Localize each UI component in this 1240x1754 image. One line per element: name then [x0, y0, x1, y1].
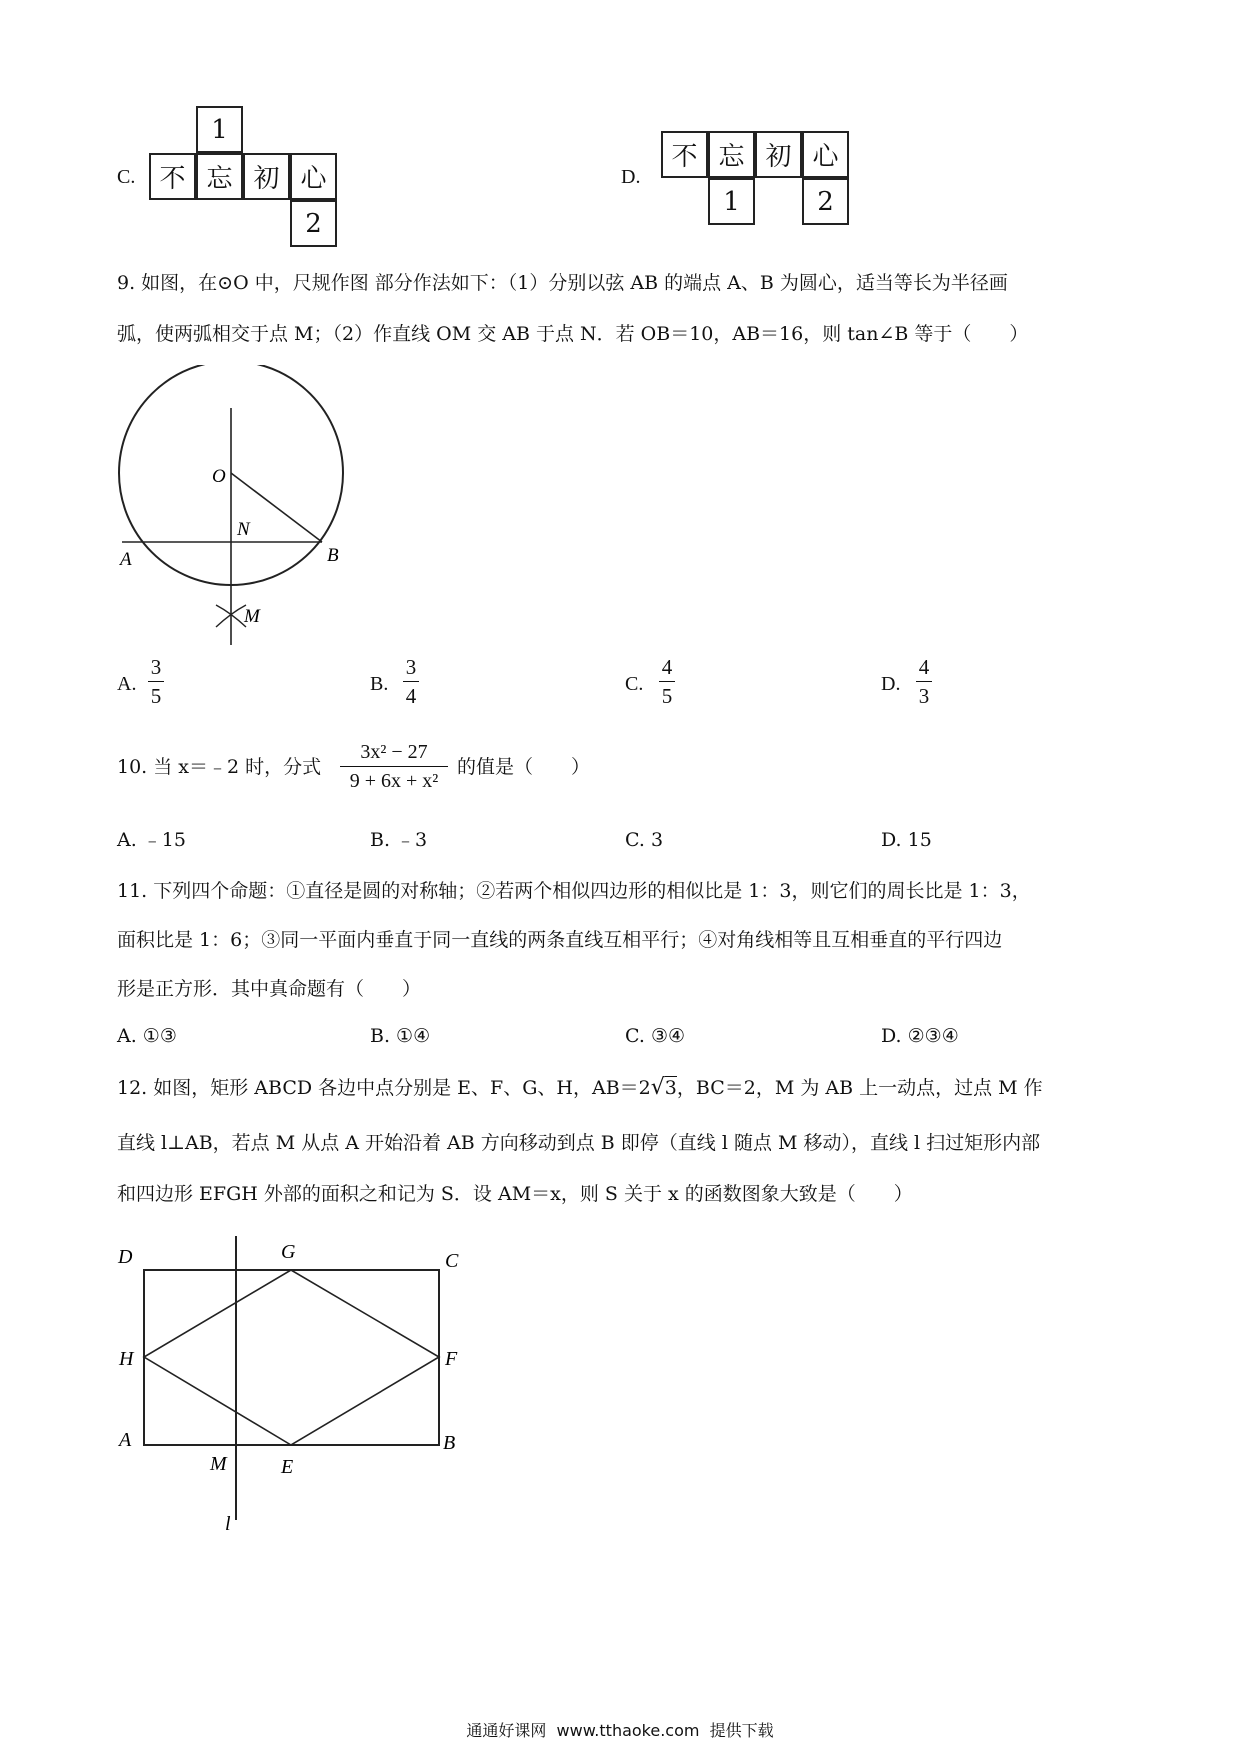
net-cell: 心	[290, 153, 337, 200]
net-cell: 1	[708, 178, 755, 225]
fraction	[916, 655, 932, 708]
q10-option-d[interactable]: D. 15	[881, 829, 932, 851]
fraction-bar	[659, 681, 675, 682]
q9-circle-figure	[100, 365, 360, 655]
fraction-bar	[916, 681, 932, 682]
label-d: D	[118, 1246, 133, 1268]
rectangle-abcd	[144, 1270, 439, 1445]
label-n: N	[237, 519, 250, 540]
q11-option-a[interactable]: A. ①③	[117, 1025, 177, 1047]
net-cell: 1	[196, 106, 243, 153]
q12-rectangle-figure	[105, 1230, 485, 1540]
numerator: 4	[918, 655, 930, 679]
option-label: B.	[370, 673, 389, 695]
label-l: l	[225, 1513, 231, 1535]
denominator: 4	[405, 684, 417, 708]
sqrt-symbol: √	[650, 1075, 665, 1100]
denominator: 5	[661, 684, 673, 708]
fraction	[148, 655, 164, 708]
label-a: A	[120, 549, 132, 570]
label-m: M	[210, 1453, 227, 1475]
fraction-bar	[340, 766, 448, 767]
label-b: B	[327, 545, 339, 566]
option-label: D.	[881, 673, 901, 695]
numerator: 3	[405, 655, 417, 679]
label-g: G	[281, 1241, 296, 1263]
net-cell: 心	[802, 131, 849, 178]
q10-option-a[interactable]: A. ﹣15	[117, 829, 186, 851]
label-e: E	[281, 1456, 294, 1478]
label-o: O	[212, 466, 226, 487]
fraction	[403, 655, 419, 708]
q10-option-c[interactable]: C. 3	[625, 829, 664, 851]
option-label: A.	[117, 673, 137, 695]
q12-stem-line1	[117, 1076, 1043, 1100]
net-cell: 不	[149, 153, 196, 200]
net-cell: 不	[661, 131, 708, 178]
q12-stem-line1-b: ，BC＝2，M 为 AB 上一动点，过点 M 作	[676, 1077, 1043, 1099]
q12-stem-line2: 直线 l⊥AB，若点 M 从点 A 开始沿着 AB 方向移动到点 B 即停（直线 l 随点 M 移动），直线 l 扫过矩形内部	[117, 1132, 1041, 1154]
q12-stem-line3: 和四边形 EFGH 外部的面积之和记为 S．设 AM＝x，则 S 关于 x 的函数图象大致是（ ）	[117, 1183, 913, 1205]
denominator: 5	[150, 684, 162, 708]
q8-option-c-label: C.	[117, 166, 136, 188]
q10-stem-suffix: 的值是（ ）	[457, 756, 591, 778]
denominator: 3	[918, 684, 930, 708]
q10-option-b[interactable]: B. ﹣3	[370, 829, 428, 851]
numerator: 3x² − 27	[360, 741, 428, 763]
label-h: H	[119, 1348, 134, 1370]
q12-stem-line1-a: 12. 如图，矩形 ABCD 各边中点分别是 E、F、G、H，AB＝2	[117, 1077, 651, 1099]
label-b: B	[443, 1432, 456, 1454]
net-cell: 2	[290, 200, 337, 247]
denominator: 9 + 6x + x²	[349, 770, 439, 792]
net-cell: 忘	[708, 131, 755, 178]
q8-option-d-label: D.	[621, 166, 641, 188]
fraction-bar	[148, 681, 164, 682]
label-f: F	[445, 1348, 458, 1370]
q10-fraction	[340, 740, 448, 793]
q10-stem-prefix: 10. 当 x＝﹣2 时，分式	[117, 756, 322, 778]
fraction-bar	[403, 681, 419, 682]
q11-option-d[interactable]: D. ②③④	[881, 1025, 959, 1047]
label-a: A	[119, 1429, 132, 1451]
q11-stem-line1: 11. 下列四个命题：①直径是圆的对称轴；②若两个相似四边形的相似比是 1：3，则它们的周长比是 1：3，	[117, 880, 1031, 902]
net-cell: 2	[802, 178, 849, 225]
fraction	[659, 655, 675, 708]
q11-stem-line3: 形是正方形．其中真命题有（ ）	[117, 978, 422, 1000]
q9-stem-line2: 弧，使两弧相交于点 M；（2）作直线 OM 交 AB 于点 N．若 OB＝10，AB＝16，则 tan∠B 等于（ ）	[117, 323, 1029, 345]
sqrt-radicand: 3	[664, 1077, 677, 1099]
option-label: C.	[625, 673, 644, 695]
q11-option-c[interactable]: C. ③④	[625, 1025, 686, 1047]
quadrilateral-efgh	[144, 1270, 439, 1445]
numerator: 3	[150, 655, 162, 679]
net-cell: 初	[243, 153, 290, 200]
q11-option-b[interactable]: B. ①④	[370, 1025, 431, 1047]
q11-stem-line2: 面积比是 1：6；③同一平面内垂直于同一直线的两条直线互相平行；④对角线相等且互相垂直的平行四边	[117, 929, 1003, 951]
q9-stem-line1: 9. 如图，在⊙O 中，尺规作图 部分作法如下：（1）分别以弦 AB 的端点 A、B 为圆心，适当等长为半径画	[117, 272, 1008, 294]
label-m: M	[244, 606, 260, 627]
page-footer: 通通好课网 www.tthaoke.com 提供下载	[466, 1721, 774, 1740]
net-cell: 初	[755, 131, 802, 178]
label-c: C	[445, 1250, 459, 1272]
net-cell: 忘	[196, 153, 243, 200]
numerator: 4	[661, 655, 673, 679]
